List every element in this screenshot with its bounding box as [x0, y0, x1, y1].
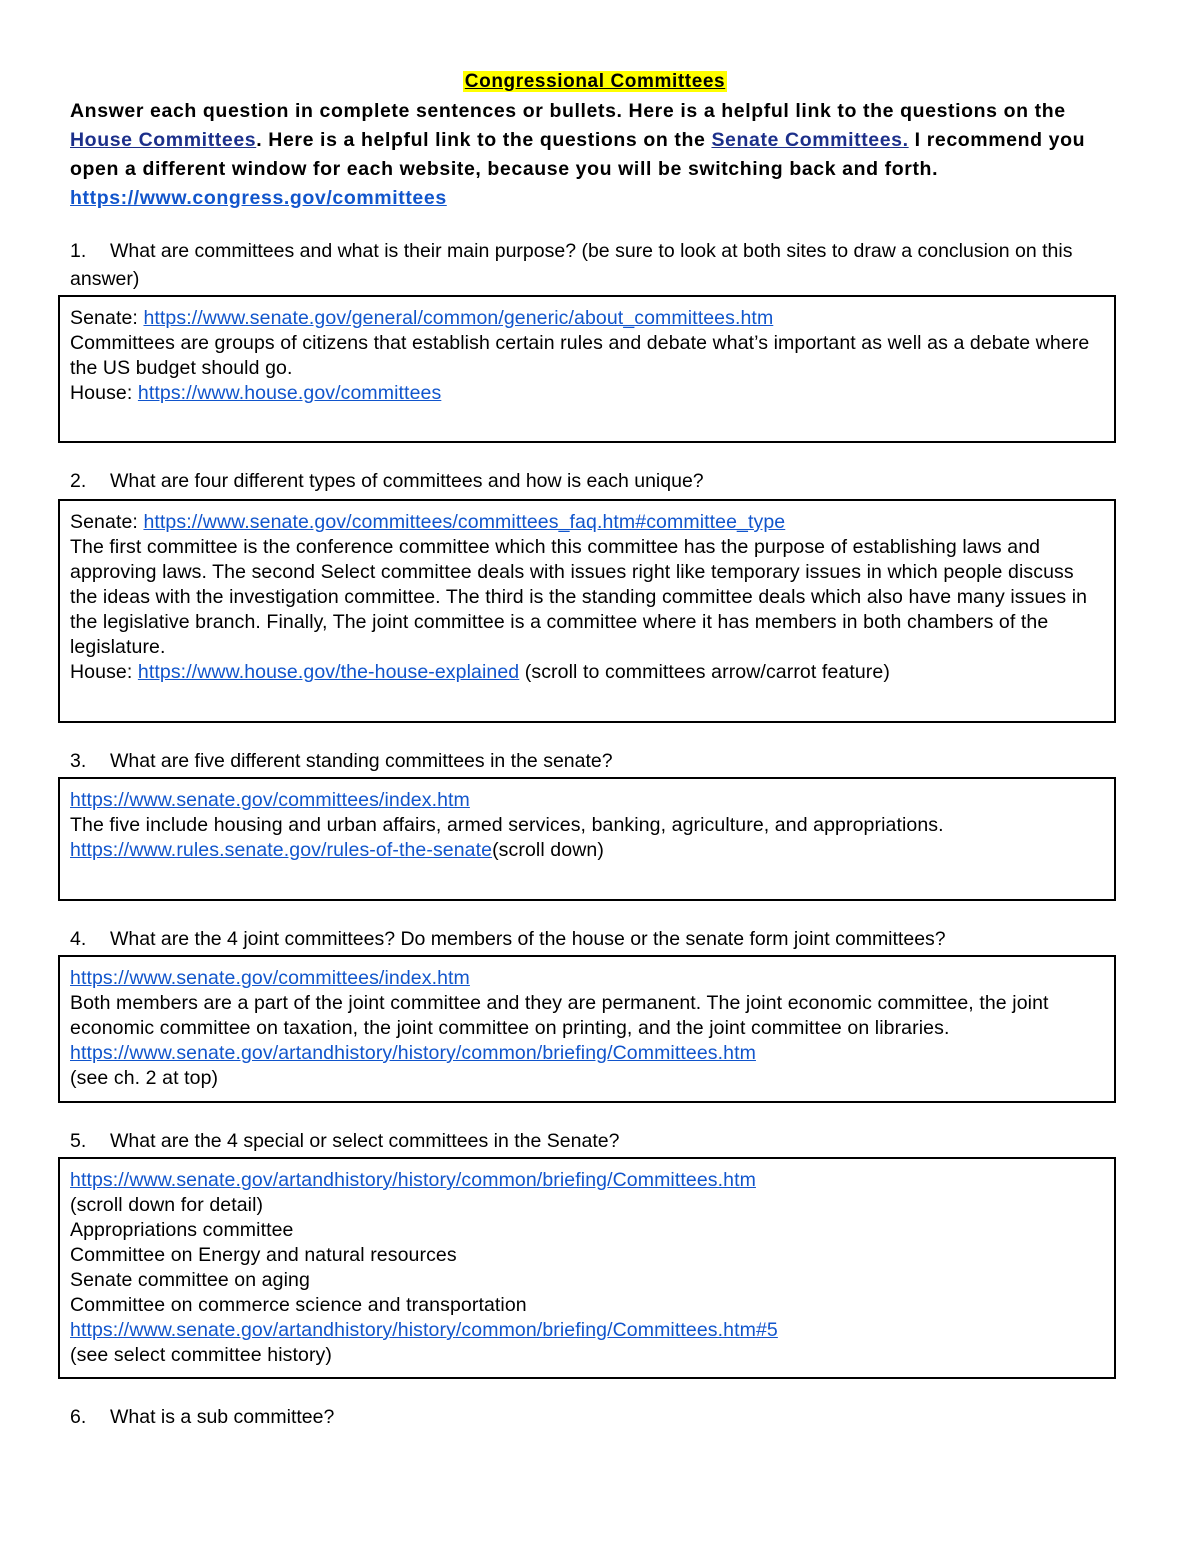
select-committee-history-link[interactable]: https://www.senate.gov/artandhistory/history/common/briefing/Committees.htm#5: [70, 1319, 778, 1341]
house-label: House:: [70, 382, 138, 404]
senate-rules-link[interactable]: https://www.rules.senate.gov/rules-of-the-senate: [70, 839, 493, 861]
instructions: [70, 97, 1120, 213]
question-2: [70, 467, 1120, 495]
question-text: What are four different types of committees and how is each unique?: [110, 470, 704, 492]
answer-list-item: Appropriations committee: [70, 1219, 294, 1241]
source-note: (scroll down for detail): [70, 1194, 264, 1216]
senate-source-link[interactable]: https://www.senate.gov/committees/committees_faq.htm#committee_type: [143, 511, 786, 533]
answer-text: Both members are a part of the joint committee and they are permanent. The joint economic committee, the joint economic committee on taxation, the joint committee on printing, and the joint committee on libraries.: [70, 992, 1049, 1039]
question-text: What is a sub committee?: [110, 1406, 335, 1428]
question-number: 2.: [70, 470, 87, 492]
question-number: 1.: [70, 240, 87, 262]
answer-list-item: Committee on commerce science and transportation: [70, 1294, 527, 1316]
answer-text: The five include housing and urban affairs, armed services, banking, agriculture, and appropriations.: [70, 814, 944, 836]
senate-source-line: [70, 510, 1104, 535]
question-3: [70, 747, 1120, 775]
title-row: [70, 70, 1120, 94]
senate-label: Senate:: [70, 511, 144, 533]
senate-committees-index-link[interactable]: https://www.senate.gov/committees/index.htm: [70, 967, 470, 989]
senate-source-line: [70, 306, 1104, 331]
question-number: 5.: [70, 1130, 87, 1152]
answer-box-4[interactable]: [58, 955, 1116, 1103]
senate-source-link[interactable]: https://www.senate.gov/general/common/generic/about_committees.htm: [143, 307, 774, 329]
question-text: What are committees and what is their main purpose? (be sure to look at both sites to draw a conclusion on this answer): [70, 240, 1073, 290]
answer-list-item: Committee on Energy and natural resources: [70, 1244, 457, 1266]
senate-label: Senate:: [70, 307, 144, 329]
question-text: What are the 4 joint committees? Do members of the house or the senate form joint committees?: [110, 928, 946, 950]
house-source-note: (scroll to committees arrow/carrot feature): [519, 661, 890, 683]
question-1: [70, 237, 1120, 293]
answer-box-1[interactable]: [58, 295, 1116, 443]
answer-list-item: Senate committee on aging: [70, 1269, 310, 1291]
house-source-line: [70, 660, 1104, 685]
source-note: (see select committee history): [70, 1344, 332, 1366]
answer-text: The first committee is the conference committee which this committee has the purpose of establishing laws and approving laws. The second Select committee deals with issues right like temporary issues in which people discuss the ideas with the investigation committee. The third is the standing committee deals which also have many issues in the legislative branch. Finally, The joint committee is a committee where it has members in both chambers of the legislature.: [70, 536, 1088, 658]
answer-text: Committees are groups of citizens that establish certain rules and debate what’s important as well as a debate where the US budget should go.: [70, 332, 1090, 379]
rules-source-line: [70, 838, 1104, 863]
rules-link-note: (scroll down): [492, 839, 604, 861]
question-text: What are five different standing committees in the senate?: [110, 750, 613, 772]
answer-box-5[interactable]: [58, 1157, 1116, 1379]
page-title: Congressional Committees: [464, 71, 726, 92]
answer-box-3[interactable]: [58, 777, 1116, 901]
senate-committees-index-link[interactable]: https://www.senate.gov/committees/index.htm: [70, 789, 470, 811]
question-4: [70, 925, 1120, 953]
instructions-text-1: Answer each question in complete sentences or bullets. Here is a helpful link to the questions on the: [70, 100, 1066, 122]
question-6: [70, 1403, 1120, 1431]
source-note: (see ch. 2 at top): [70, 1067, 219, 1089]
answer-box-2[interactable]: [58, 499, 1116, 723]
worksheet-page: [70, 70, 1120, 1433]
instructions-text-3: I recommend you open a different window for each website, because you will be switching back and forth.: [70, 129, 1086, 180]
senate-committees-link[interactable]: Senate Committees.: [711, 129, 909, 151]
question-5: [70, 1127, 1120, 1155]
instructions-text-2: . Here is a helpful link to the questions on the: [256, 129, 706, 151]
senate-history-briefing-link[interactable]: https://www.senate.gov/artandhistory/history/common/briefing/Committees.htm: [70, 1042, 756, 1064]
senate-history-briefing-link[interactable]: https://www.senate.gov/artandhistory/history/common/briefing/Committees.htm: [70, 1169, 756, 1191]
house-label: House:: [70, 661, 138, 683]
house-committees-link[interactable]: House Committees: [70, 129, 257, 151]
question-number: 3.: [70, 750, 87, 772]
house-source-line: [70, 381, 1104, 406]
question-number: 6.: [70, 1406, 87, 1428]
house-source-link[interactable]: https://www.house.gov/the-house-explained: [137, 661, 520, 683]
house-source-link[interactable]: https://www.house.gov/committees: [137, 382, 442, 404]
question-number: 4.: [70, 928, 87, 950]
question-text: What are the 4 special or select committees in the Senate?: [110, 1130, 620, 1152]
congress-committees-link[interactable]: https://www.congress.gov/committees: [70, 187, 447, 209]
